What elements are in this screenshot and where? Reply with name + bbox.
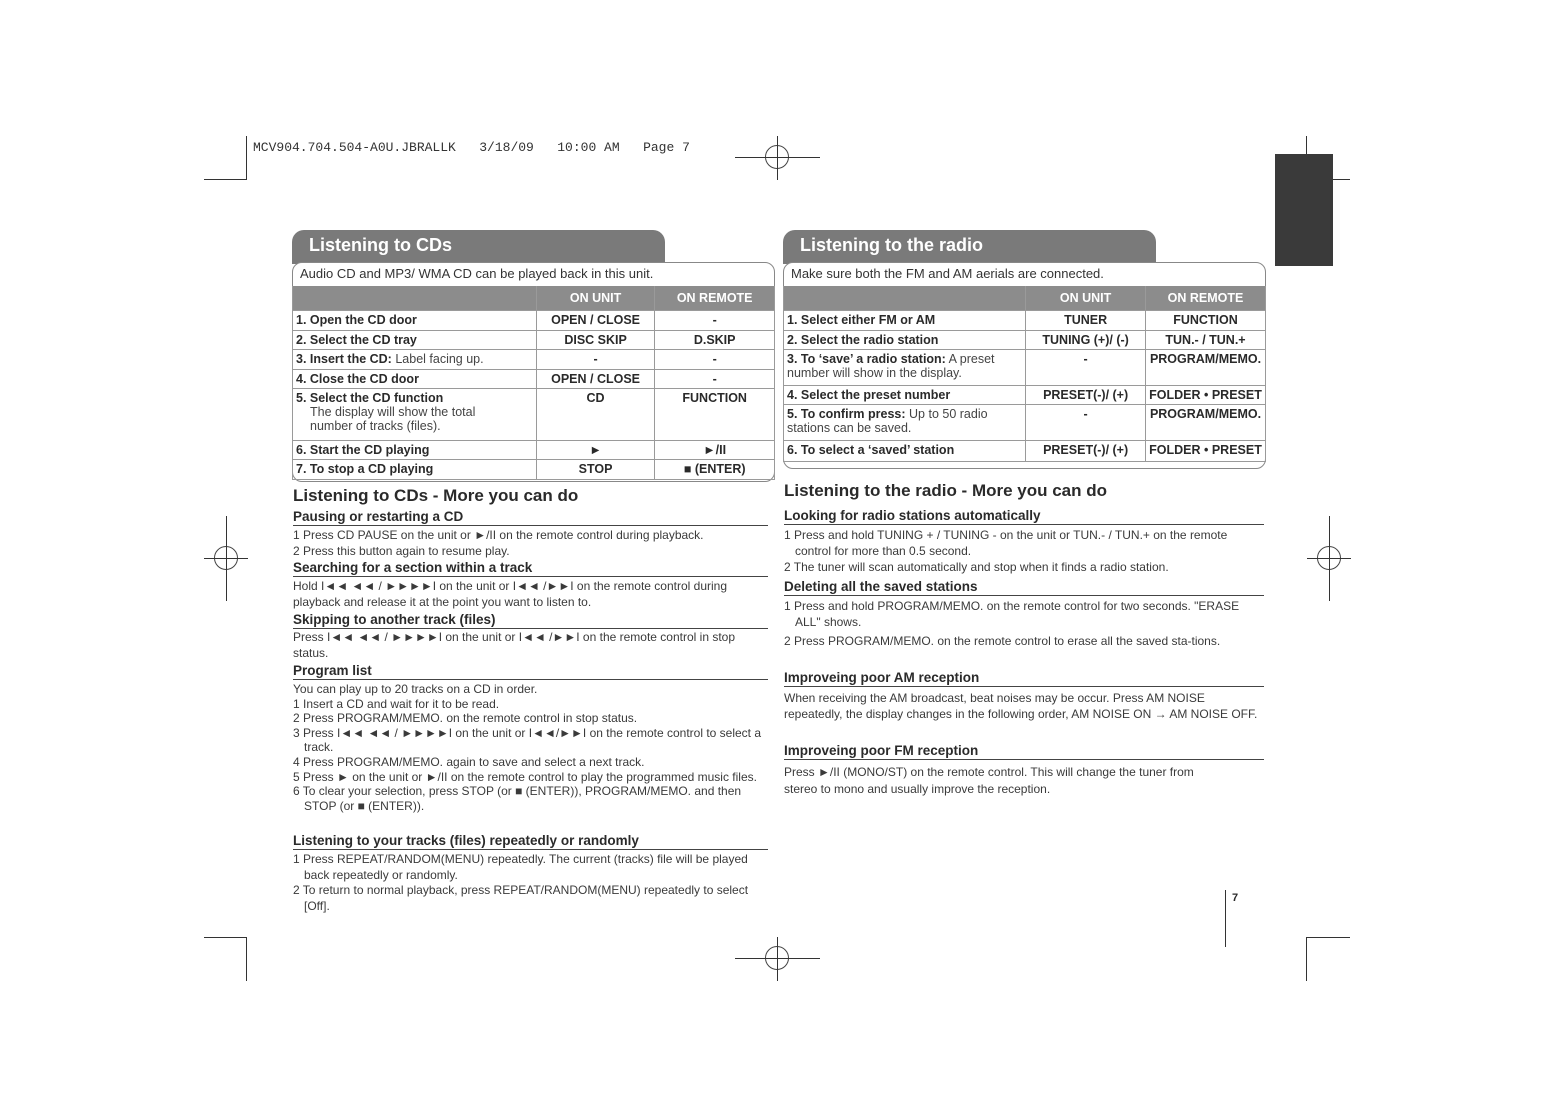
delete-heading: Deleting all the saved stations (784, 579, 1264, 596)
repeat-heading: Listening to your tracks (files) repeatedly or randomly (293, 833, 768, 850)
step-label: 5. Select the CD function (296, 390, 444, 405)
table-row (784, 404, 1266, 440)
crop-mark (1306, 937, 1350, 938)
step-cell (784, 349, 1026, 385)
am-text: When receiving the AM broadcast, beat noises may be occur. Press AM NOISE repeatedly, the display changes in the following order, AM NOISE ON → AM NOISE OFF. (784, 691, 1258, 721)
auto-heading: Looking for radio stations automatically (784, 508, 1264, 525)
step-cell (784, 385, 1026, 404)
skip-heading: Skipping to another track (files) (293, 612, 768, 629)
step-note: A preset number will show in the display. (787, 351, 995, 380)
cd-operations-table (292, 286, 775, 480)
step-note: Label facing up. (395, 351, 484, 366)
program-line-6: 6 To clear your selection, press STOP (or ■ (ENTER)), PROGRAM/MEMO. and then STOP (or ■ (ENTER)). (293, 784, 742, 813)
pause-line-2: 2 Press this button again to resume play. (293, 543, 510, 558)
table-header-blank (293, 286, 537, 310)
table-row (784, 310, 1266, 330)
delete-line-2: 2 Press PROGRAM/MEMO. on the remote control to erase all the saved sta-tions. (784, 634, 1221, 648)
table-row (293, 349, 775, 369)
remote-cell: D.SKIP (655, 330, 775, 349)
step-cell (293, 369, 537, 388)
pause-text (293, 528, 768, 559)
table-row (293, 459, 775, 479)
unit-cell: TUNER (1026, 310, 1146, 330)
am-heading: Improveing poor AM reception (784, 670, 1264, 687)
table-row (784, 385, 1266, 404)
skip-text: Press I◄◄ ◄◄ / ►►►►I on the unit or I◄◄ /►►I on the remote control in stop status. (293, 630, 736, 660)
remote-cell: - (655, 349, 775, 369)
unit-cell: - (1026, 404, 1146, 440)
pause-heading: Pausing or restarting a CD (293, 509, 768, 526)
program-line-2: 2 Press PROGRAM/MEMO. on the remote control in stop status. (293, 711, 638, 726)
table-row (293, 388, 775, 440)
table-row (293, 330, 775, 349)
step-cell (293, 349, 537, 369)
crop-mark (204, 937, 247, 938)
crop-mark (1306, 937, 1307, 981)
col-on-remote: ON REMOTE (655, 286, 775, 310)
auto-text (784, 527, 1259, 575)
auto-line-1: 1 Press and hold TUNING + / TUNING - on the unit or TUN.- / TUN.+ on the remote control for more than 0.5 second. (784, 528, 1228, 558)
unit-cell: OPEN / CLOSE (536, 310, 655, 330)
step-label: 1. Select either FM or AM (787, 312, 936, 327)
step-label: 2. Select the CD tray (296, 332, 417, 347)
step-label: 4. Select the preset number (787, 387, 951, 402)
fm-heading: Improveing poor FM reception (784, 743, 1264, 760)
step-cell (293, 310, 537, 330)
radio-operations-table (783, 286, 1266, 462)
step-label: 6. To select a ‘saved’ station (787, 442, 955, 457)
search-text: Hold I◄◄ ◄◄ / ►►►►I on the unit or I◄◄ /►►I on the remote control during playback and release it at the point you want to listen to. (293, 579, 728, 609)
crop-mark (1329, 516, 1330, 601)
step-cell (293, 388, 537, 440)
step-note: Up to 50 radio stations can be saved. (787, 406, 988, 435)
table-row (784, 349, 1266, 385)
page-number-rule (1225, 890, 1226, 947)
crop-mark (246, 937, 247, 981)
unit-cell: DISC SKIP (536, 330, 655, 349)
side-tab-marker (1275, 154, 1333, 266)
table-row (293, 440, 775, 459)
program-line-1: 1 Insert a CD and wait for it to be read. (293, 696, 500, 711)
col-on-unit: ON UNIT (1026, 286, 1146, 310)
repeat-line-1: 1 Press REPEAT/RANDOM(MENU) repeatedly. The current (tracks) file will be played back repeatedly or randomly. (293, 852, 748, 882)
crop-mark (777, 937, 778, 981)
remote-cell: FUNCTION (1146, 310, 1266, 330)
unit-cell: CD (536, 388, 655, 440)
table-header-blank (784, 286, 1026, 310)
remote-cell: - (655, 369, 775, 388)
col-on-remote: ON REMOTE (1146, 286, 1266, 310)
step-label: 5. To confirm press: (787, 406, 906, 421)
table-row (293, 369, 775, 388)
step-cell (293, 440, 537, 459)
unit-cell: OPEN / CLOSE (536, 369, 655, 388)
step-cell (784, 330, 1026, 349)
unit-cell: PRESET(-)/ (+) (1026, 440, 1146, 461)
table-row (784, 440, 1266, 461)
step-label: 7. To stop a CD playing (296, 461, 434, 476)
remote-cell: PROGRAM/MEMO. (1146, 349, 1266, 385)
unit-cell: PRESET(-)/ (+) (1026, 385, 1146, 404)
pause-line-1: 1 Press CD PAUSE on the unit or ►/II on the remote control during playback. (293, 528, 704, 542)
step-label: 3. To ‘save’ a radio station: (787, 351, 946, 366)
program-text (293, 682, 768, 813)
step-cell (293, 330, 537, 349)
cd-more-title: Listening to CDs - More you can do (293, 486, 579, 505)
step-label: 6. Start the CD playing (296, 442, 430, 457)
remote-cell: FUNCTION (655, 388, 775, 440)
remote-cell: TUN.- / TUN.+ (1146, 330, 1266, 349)
step-label: 1. Open the CD door (296, 312, 417, 327)
remote-cell: FOLDER • PRESET (1146, 440, 1266, 461)
table-row (293, 310, 775, 330)
unit-cell: TUNING (+)/ (-) (1026, 330, 1146, 349)
step-cell (784, 310, 1026, 330)
unit-cell: STOP (536, 459, 655, 479)
program-heading: Program list (293, 663, 768, 680)
cd-intro: Audio CD and MP3/ WMA CD can be played back in this unit. (300, 266, 654, 281)
remote-cell: PROGRAM/MEMO. (1146, 404, 1266, 440)
step-cell (784, 404, 1026, 440)
auto-line-2: 2 The tuner will scan automatically and stop when it finds a radio station. (784, 560, 1169, 574)
crop-mark (777, 136, 778, 180)
crop-mark (204, 179, 247, 180)
delete-text (784, 598, 1252, 649)
step-note: The display will show the total number of tracks (files). (310, 404, 476, 433)
table-header-row (784, 286, 1266, 310)
unit-cell: ► (536, 440, 655, 459)
step-label: 4. Close the CD door (296, 371, 419, 386)
remote-cell: - (655, 310, 775, 330)
delete-line-1: 1 Press and hold PROGRAM/MEMO. on the remote control for two seconds. "ERASE ALL" shows. (784, 599, 1240, 629)
step-cell (784, 440, 1026, 461)
step-cell (293, 459, 537, 479)
cd-section-title: Listening to CDs (292, 230, 665, 264)
remote-cell: FOLDER • PRESET (1146, 385, 1266, 404)
print-slug: MCV904.704.504-A0U.JBRALLK 3/18/09 10:00 AM Page 7 (253, 140, 690, 155)
fm-text: Press ►/II (MONO/ST) on the remote control. This will change the tuner from stereo to mono and usually improve the reception. (784, 765, 1194, 796)
step-label: 3. Insert the CD: (296, 351, 392, 366)
radio-intro: Make sure both the FM and AM aerials are connected. (791, 266, 1104, 281)
col-on-unit: ON UNIT (536, 286, 655, 310)
crop-mark (226, 516, 227, 601)
step-label: 2. Select the radio station (787, 332, 939, 347)
repeat-line-2: 2 To return to normal playback, press REPEAT/RANDOM(MENU) repeatedly to select [Off]. (293, 883, 749, 913)
remote-cell: ►/II (655, 440, 775, 459)
program-line-4: 4 Press PROGRAM/MEMO. again to save and select a next track. (293, 754, 645, 769)
remote-cell: ■ (ENTER) (655, 459, 775, 479)
page-number: 7 (1232, 892, 1239, 904)
radio-more-title: Listening to the radio - More you can do (784, 481, 1108, 500)
table-header-row (293, 286, 775, 310)
program-line-0: You can play up to 20 tracks on a CD in order. (293, 682, 538, 696)
program-line-3: 3 Press I◄◄ ◄◄ / ►►►►I on the unit or I◄◄/►►I on the remote control to select a track. (293, 725, 762, 755)
table-row (784, 330, 1266, 349)
program-line-5: 5 Press ► on the unit or ►/II on the remote control to play the programmed music files. (293, 769, 757, 784)
unit-cell: - (536, 349, 655, 369)
crop-mark (246, 136, 247, 180)
unit-cell: - (1026, 349, 1146, 385)
repeat-text (293, 852, 768, 914)
radio-section-title: Listening to the radio (783, 230, 1156, 264)
search-heading: Searching for a section within a track (293, 560, 768, 577)
